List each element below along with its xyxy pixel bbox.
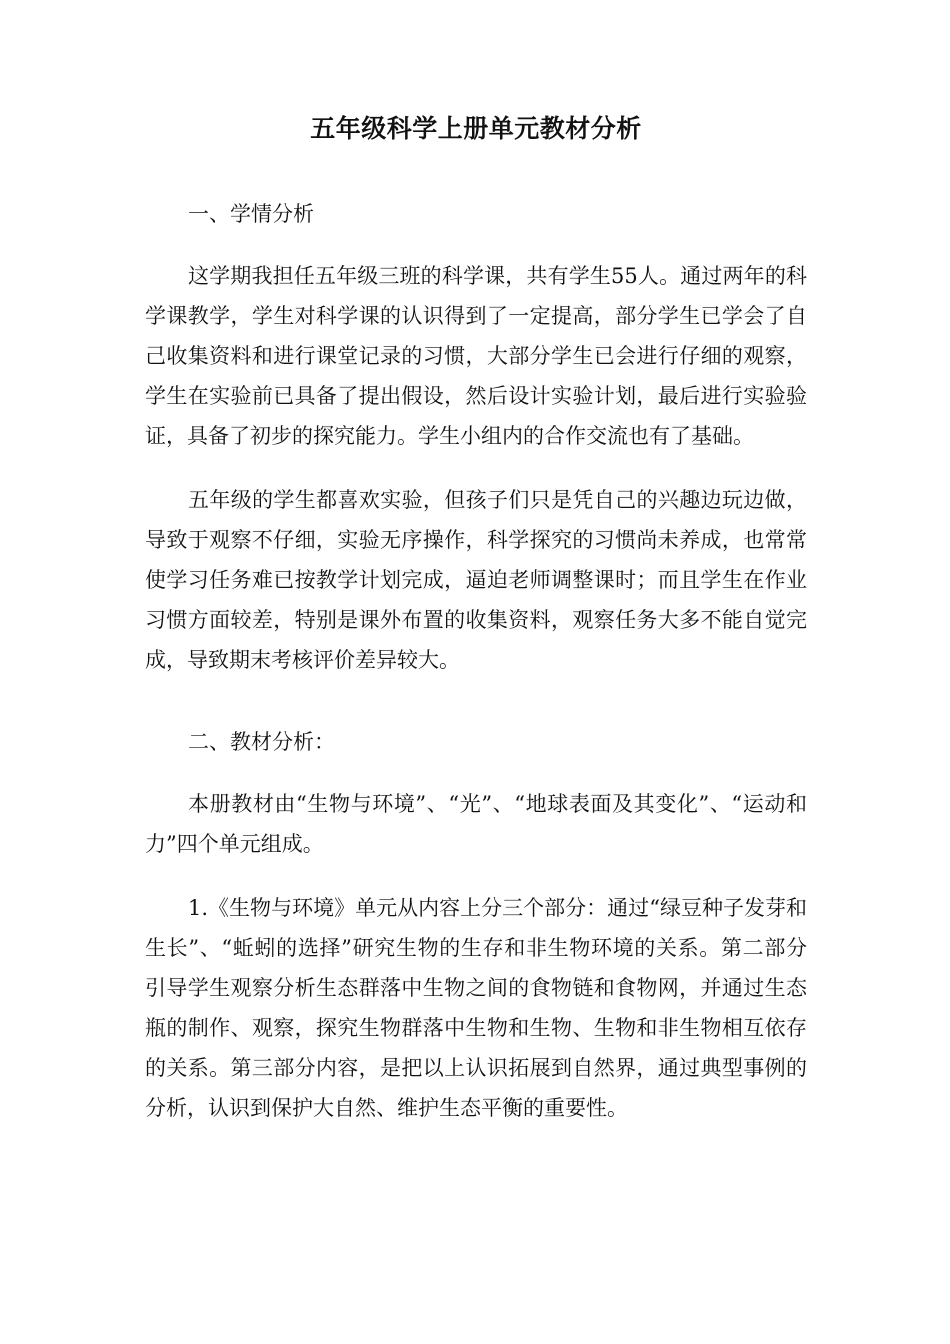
section-heading-textbook-analysis: 二、教材分析： [188, 730, 335, 754]
paragraph-textbook-units: 本册教材由“生物与环境”、“光”、“地球表面及其变化”、“运动和力”四个单元组成。 [145, 792, 807, 856]
paragraph-unit-biology-environment: 1.《生物与环境》单元从内容上分三个部分：通过“绿豆种子发芽和生长”、“蚯蚓的选择”研究生物的生存和非生物环境的关系。第二部分引导学生观察分析生态群落中生物之间的食物链和食物网，并通过生态瓶的制作、观察，探究生物群落中生物和生物、生物和非生物相互依存的关系。第三部分内容，是把以上认识拓展到自然界，通过典型事例的分析，认识到保护大自然、维护生态平衡的重要性。 [145, 896, 807, 1120]
document-title: 五年级科学上册单元教材分析 [310, 114, 642, 143]
paragraph-student-situation: 这学期我担任五年级三班的科学课，共有学生55人。通过两年的科学课教学，学生对科学课的认识得到了一定提高，部分学生已学会了自己收集资料和进行课堂记录的习惯，大部分学生已会进行仔细的观察，学生在实验前已具备了提出假设，然后设计实验计划，最后进行实验验证，具备了初步的探究能力。学生小组内的合作交流也有了基础。 [145, 264, 807, 448]
document-content [145, 106, 807, 1128]
section-heading-student-analysis: 一、学情分析 [188, 202, 314, 226]
paragraph-student-habits: 五年级的学生都喜欢实验，但孩子们只是凭自己的兴趣边玩边做，导致于观察不仔细，实验无序操作，科学探究的习惯尚未养成，也常常使学习任务难已按教学计划完成，逼迫老师调整课时；而且学生在作业习惯方面较差，特别是课外布置的收集资料，观察任务大多不能自觉完成，导致期末考核评价差异较大。 [145, 488, 807, 672]
